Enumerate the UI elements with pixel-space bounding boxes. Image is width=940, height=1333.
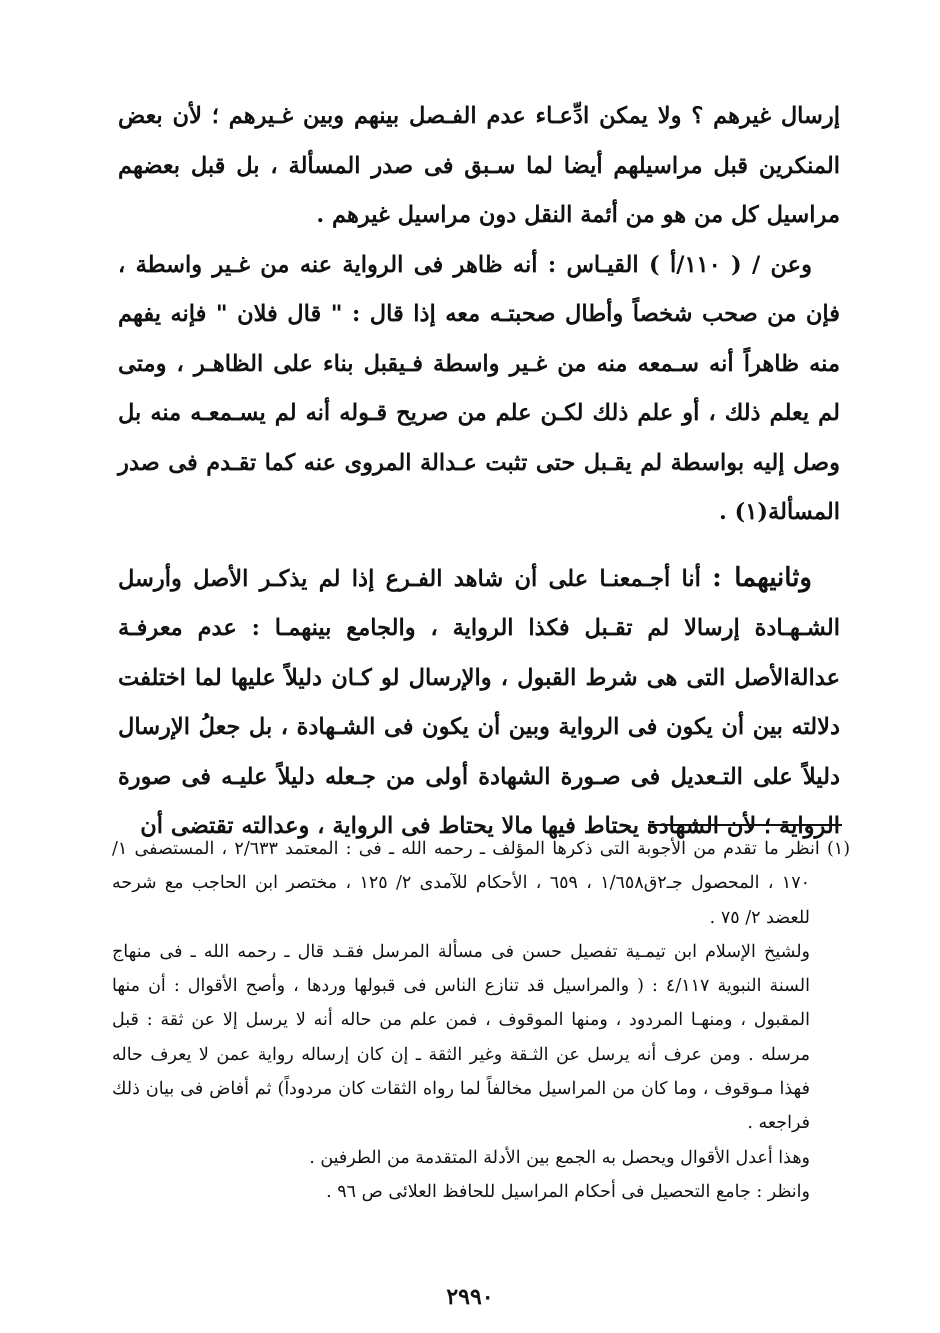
footnote-1-reference: وانظر : جامع التحصيل فى أحكام المراسيل للحافظ العلائى ص ٩٦ . — [326, 1181, 810, 1202]
paragraph-2: وعن / ( ١١٠/أ ) القيـاس : أنه ظاهر فى الرواية عنه من غـير واسطة ، فإن من صحب شخصاً وأطال صحبتـه معه إذا قال : " قال فلان " فإنه يفهم منه ظاهراً أنه سـمعه منه من غـير واسطة فـيقبل بناء على الظاهـر ، ومتى لم يعلم ذلك ، أو علم ذلك لكـن علم من صريح قـوله أنه لم يسـمعـه منه بل وصل إليه بواسطة لم يقـبل حتى تثبت عـدالة المروى عنه كما تقـدم فى صدر المسألة(١) . — [118, 251, 840, 525]
paragraph-1: إرسال غيرهم ؟ ولا يمكن ادِّعـاء عدم الفـصل بينهم وبين غـيرهم ؛ لأن بعض المنكرين قبل مراسيلهم أيضا لما سـبق فى صدر المسألة ، بل قبل بعضهم مراسيل كل من هو من أئمة النقل دون مراسيل غيرهم . — [118, 103, 840, 228]
footnote-1: (١) انظر ما تقدم من الأجوبة التى ذكرها المؤلف ـ رحمه الله ـ فى : المعتمد ٢/٦٣٣ ، المستصفى ١/ ١٧٠ ، المحصول جـ٢ق١/٦٥٨ ، ٦٥٩ ، الأحكام للآمدى ٢/ ١٢٥ ، مختصر ابن الحاجب مع شرحه للعضد ٢/ ٧٥ . — [112, 839, 851, 928]
footnotes — [112, 832, 850, 1209]
paragraph-3 — [118, 554, 840, 852]
second-argument-text: أنا أجـمعنـا على أن شاهد الفـرع إذا لم يذكـر الأصل وأرسل الشـهـادة إرسالا لم تقـبل فكذا الرواية ، والجامع بينهمـا : عدم معرفـة عدالةالأصل التى هى شرط القبول ، والإرسال لو كـان دليلاً عليها لما اختلفت دلالته بين أن يكون فى الرواية وبين أن يكون فى الشـهادة ، بل جعلُ الإرسال دليلاً على التـعديل فى صـورة الشهادة أولى من جـعله دليلاً عليـه فى صورة الرواية ؛ لأن الشهادة يحتاط فيها مالا يحتاط فى الرواية ، وعدالته تقتضى أن — [118, 565, 840, 839]
main-text — [118, 92, 840, 852]
footnote-1-conclusion: وهذا أعدل الأقوال ويحصل به الجمع بين الأدلة المتقدمة من الطرفين . — [309, 1147, 810, 1168]
second-argument-lead: وثانيهما : — [712, 562, 812, 593]
footnote-1-ibn-taymiyya: ولشيخ الإسلام ابن تيمـية تفصيل حسن فى مسألة المرسل فقـد قال ـ رحمه الله ـ فى منهاج السنة النبوية ٤/١١٧ : ( والمراسيل قد تنازع الناس فى قبولها وردها ، وأصح الأقوال : أن منها المقبول ، ومنهـا المردود ، ومنها الموقوف ، فمن علم من حاله أنه لا يرسل إلا عن ثقة : قبل مرسله . ومن عرف أنه يرسل عن الثـقة وغير الثقة ـ إن كان إرساله رواية عمن لا يعرف حاله فهذا مـوقوف ، وما كان من المراسيل مخالفاً لما رواه الثقات كان مردوداً) ثم أفاض فى بيان ذلك فراجعه . — [112, 941, 810, 1134]
page-number: ٢٩٩٠ — [446, 1284, 494, 1310]
footnote-separator — [648, 824, 842, 826]
